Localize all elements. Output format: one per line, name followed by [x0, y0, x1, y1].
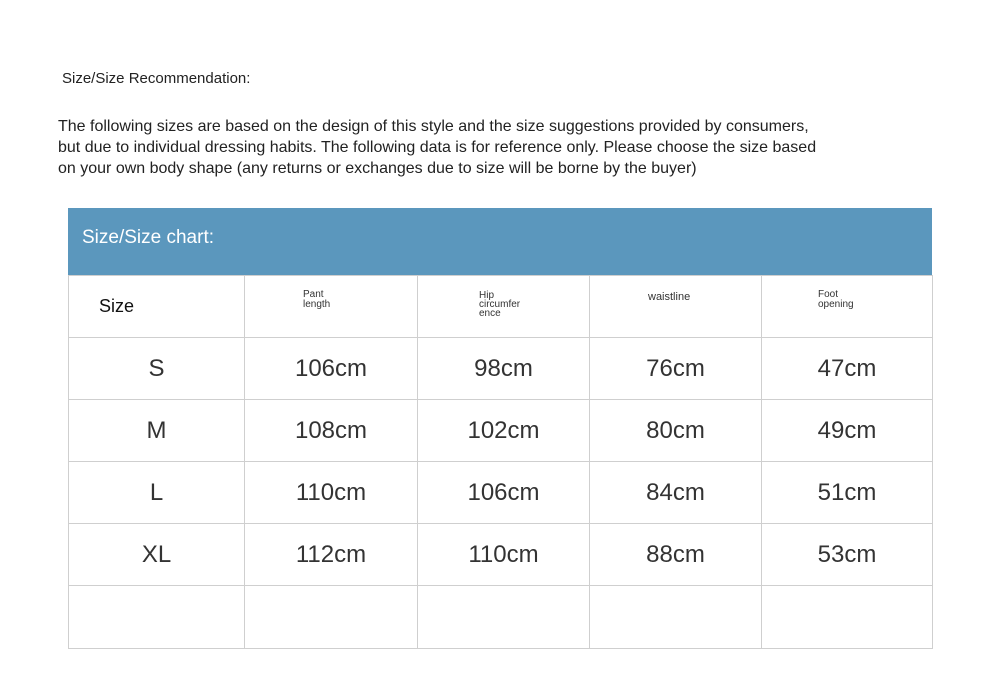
header-text: Foot	[818, 289, 839, 300]
header-foot-opening-label	[818, 290, 854, 310]
header-hip	[418, 276, 590, 338]
cell-hip: 98cm	[418, 338, 590, 400]
intro-line: but due to individual dressing habits. The following data is for reference only. Please choose the size based	[58, 139, 817, 156]
empty-cell	[418, 586, 590, 649]
cell-hip: 102cm	[418, 400, 590, 462]
cell-hip: 110cm	[418, 524, 590, 586]
cell-pant-length: 108cm	[245, 400, 418, 462]
cell-waistline: 76cm	[590, 338, 762, 400]
cell-pant-length: 112cm	[245, 524, 418, 586]
header-pant-length	[245, 276, 418, 338]
table-header-row	[69, 276, 933, 338]
table-row	[69, 400, 933, 462]
header-waistline	[590, 276, 762, 338]
empty-cell	[762, 586, 933, 649]
table-row-empty	[69, 586, 933, 649]
header-pant-length-label	[303, 290, 330, 310]
header-text: ence	[479, 308, 501, 319]
header-text: length	[303, 299, 331, 310]
cell-foot-opening: 47cm	[762, 338, 933, 400]
cell-waistline: 80cm	[590, 400, 762, 462]
table-row	[69, 462, 933, 524]
header-text: opening	[818, 299, 854, 310]
size-chart	[68, 208, 932, 647]
header-text: circumfer	[479, 299, 521, 310]
size-table	[68, 275, 933, 649]
header-text: Hip	[479, 290, 495, 301]
intro-line: The following sizes are based on the design of this style and the size suggestions provided by consumers,	[58, 118, 809, 135]
empty-cell	[245, 586, 418, 649]
cell-size: S	[69, 338, 245, 400]
header-size: Size	[69, 276, 245, 338]
header-waistline-label: waistline	[648, 291, 691, 303]
recommendation-title: Size/Size Recommendation:	[62, 70, 251, 87]
cell-foot-opening: 53cm	[762, 524, 933, 586]
cell-pant-length: 110cm	[245, 462, 418, 524]
cell-waistline: 84cm	[590, 462, 762, 524]
table-row	[69, 524, 933, 586]
cell-size: XL	[69, 524, 245, 586]
cell-pant-length: 106cm	[245, 338, 418, 400]
table-row	[69, 338, 933, 400]
cell-size: M	[69, 400, 245, 462]
recommendation-intro	[58, 116, 938, 179]
cell-foot-opening: 49cm	[762, 400, 933, 462]
header-text: Pant	[303, 289, 324, 300]
header-foot-opening	[762, 276, 933, 338]
intro-line: on your own body shape (any returns or exchanges due to size will be borne by the buyer)	[58, 160, 697, 177]
size-chart-title: Size/Size chart:	[68, 208, 932, 275]
cell-waistline: 88cm	[590, 524, 762, 586]
header-hip-label	[479, 291, 520, 318]
empty-cell	[69, 586, 245, 649]
cell-foot-opening: 51cm	[762, 462, 933, 524]
cell-hip: 106cm	[418, 462, 590, 524]
cell-size: L	[69, 462, 245, 524]
empty-cell	[590, 586, 762, 649]
